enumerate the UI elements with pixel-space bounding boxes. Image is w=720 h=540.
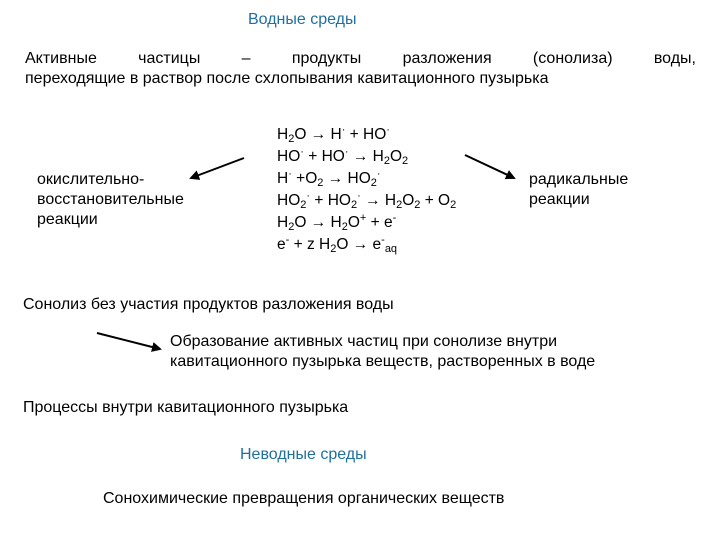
heading-nonaqueous-media: Неводные среды	[240, 446, 367, 463]
equation-water-ionization: $H_2O \to H_2O^+ + e^-$	[277, 212, 397, 233]
arrow-to-radical	[465, 155, 514, 178]
right-box-line-2: реакции	[529, 191, 590, 208]
left-box-line-3: реакции	[37, 211, 98, 228]
equation-electron-hydration: e- + z $H_2O \to e^-_{aq}$	[277, 234, 398, 255]
equation-peroxide-formation: $HO^\cdot + HO^\cdot \to H_2O_2$	[277, 146, 409, 167]
heading-aqueous-media: Водные среды	[248, 11, 357, 28]
right-box-line-1: радикальные	[529, 171, 629, 188]
arrow-to-formation	[97, 333, 160, 349]
sonolysis-desc-line-2: кавитационного пузырька веществ, растворенных в воде	[170, 353, 596, 370]
equation-water-dissociation: $H_2O \to H^\cdot + HO^\cdot$	[277, 124, 390, 145]
organic-transformations: Сонохимические превращения органических веществ	[103, 490, 505, 507]
equation-hydroperoxyl-recombination: $HO_2^\cdot + HO_2^\cdot \to H_2O_2 + O_2$	[277, 190, 457, 211]
intro-line-1: Активные частицы – продукты разложения (сонолиза) воды,	[25, 50, 696, 67]
intro-line-2: переходящие в раствор после схлопывания кавитационного пузырька	[25, 70, 549, 87]
arrow-to-redox	[191, 158, 244, 178]
left-box-line-1: окислительно-	[37, 171, 145, 188]
sonolysis-desc-line-1: Образование активных частиц при сонолизе внутри	[170, 333, 558, 350]
left-box-line-2: восстановительные	[37, 191, 184, 208]
sonolysis-title: Сонолиз без участия продуктов разложения воды	[23, 296, 394, 313]
equation-hydroperoxyl-formation: $H^\cdot +O_2 \to HO_2^\cdot$	[277, 168, 381, 189]
bubble-processes: Процессы внутри кавитационного пузырька	[23, 399, 349, 416]
